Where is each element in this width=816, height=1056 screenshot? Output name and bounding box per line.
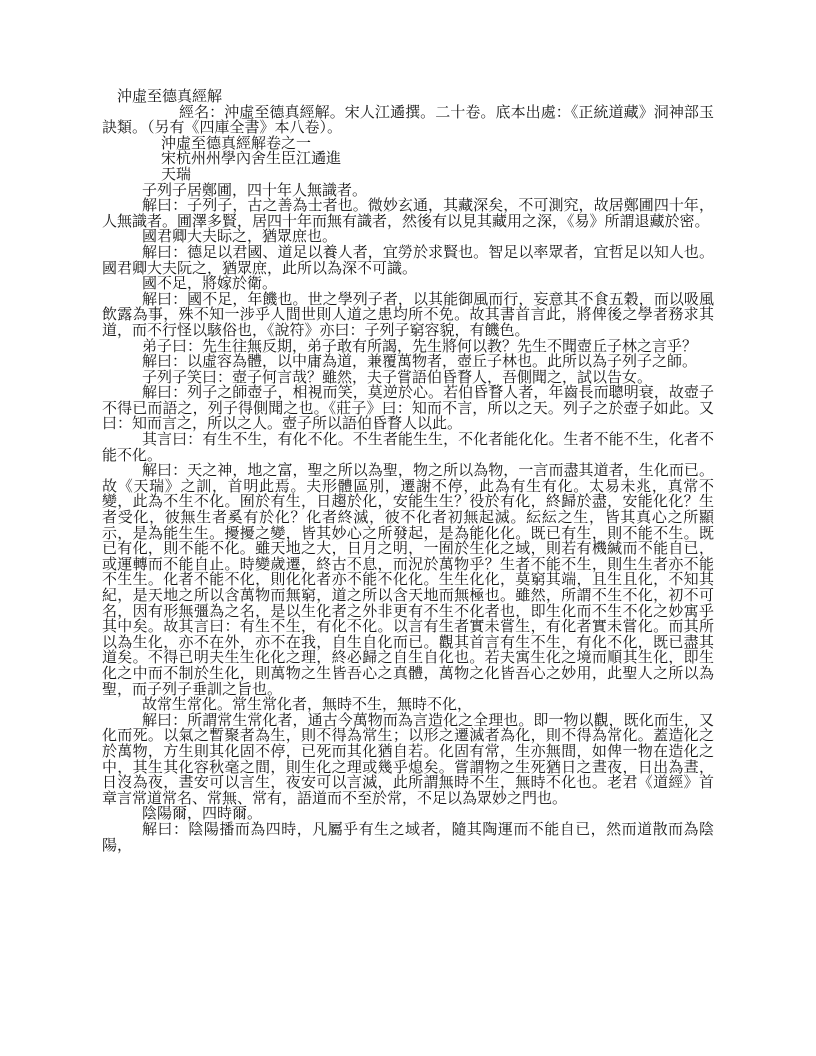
paragraph: 經名：沖虛至德真經解。宋人江遹撰。二十卷。底本出處：《正統道藏》洞神部玉訣類。（另有《四庫全書》本八卷）。 — [102, 104, 714, 137]
paragraph: 子列子居鄭圃，四十年人無識者。 — [142, 182, 368, 199]
text-body — [102, 90, 714, 854]
paragraph: 解曰：列子之師壺子，相視而笑，莫逆於心。若伯昏瞀人者，年齒長而聰明衰，故壺子不得已而語之，列子得側聞之也。《莊子》曰：知而不言，所以之天。列子之於壺子如此。又曰：知而言之，所以之人。壺子所以語伯昏瞀人以此。 — [102, 385, 714, 433]
paragraph: 子列子笑曰：壺子何言哉？雖然，夫子嘗語伯昏瞀人，吾側聞之，試以告女。 — [142, 369, 653, 386]
paragraph: 解曰：天之神，地之富，聖之所以為聖，物之所以為物，一言而盡其道者，生化而已。故《天瑞》之訓，首明此焉。夫形體區別，遷謝不停，此為有生有化。太易未兆，真常不變，此為不生不化。囿於有生，日趨於化，安能生生？役於有化，終歸於盡，安能化化？生者受化，彼無生者奚有於化？化者終滅，彼不化者初無起滅。紜紜之生，皆其真心之所顯示，是為能生生。擾擾之變，皆其妙心之所發起，是為能化化。既已有生，則不能不生。既已有化，則不能不化。雖天地之大，日月之明，一囿於生化之域，則若有機緘而不能自已，或運轉而不能自止。時變歲遷，終古不息，而況於萬物乎？生者不能不生，則生生者亦不能不生生。化者不能不化，則化化者亦不能不化化。生生化化，莫窮其端，且生且化，不知其紀，是天地之所以含萬物而無窮，道之所以含天地而無極也。雖然，所謂不生不化，初不可名，因有形無彊為之名，是以生化者之外非更有不生不化者也，即生化而不生不化之妙寓乎其中矣。故其言曰：有生不生，有化不化。以言有生者實未嘗生，有化者實未嘗化。而其所以為生化，亦不在外，亦不在我，自生自化而已。觀其首言有生不生，有化不化，既已盡其道矣。不得已明夫生生化化之理，終必歸之自生自化也。若夫寓生化之境而順其生化，即生化之中而不制於生化，則萬物之生皆吾心之真體，萬物之化皆吾心之妙用，此聖人之所以為聖，而子列子垂訓之旨也。 — [102, 463, 714, 698]
paragraph: 解曰：以虛容為體，以中庸為道，兼覆萬物者，壺丘子林也。此所以為子列子之師。 — [142, 354, 698, 371]
paragraph: 解曰：所謂常生常化者，通古今萬物而為言造化之全理也。即一物以觀，既化而生，又化而死。以氣之暫聚者為生，則不得為常生；以形之遷滅者為化，則不得為常化。蓋造化之於萬物，方生則其化固不停，已死而其化猶自若。化固有常，生亦無間，如俾一物在造化之中，其生其化容秋毫之間，則生化之理或幾乎熄矣。嘗謂物之生死猶日之晝夜，日出為晝，日沒為夜，晝安可以言生，夜安可以言滅，此所謂無時不生，無時不化也。老君《道經》首章言常道常名、常無、常有，語道而不至於常，不足以為眾妙之門也。 — [102, 712, 714, 807]
paragraph: 弟子曰：先生往無反期，弟子敢有所謁，先生將何以教？先生不聞壺丘子林之言乎？ — [142, 338, 698, 355]
paragraph: 解曰：子列子，古之善為士者也。微妙玄通，其藏深矣，不可測究，故居鄭圃四十年，人無識者。圃澤多賢，居四十年而無有識者，然後有以見其藏用之深，《易》所謂退藏於密。 — [102, 198, 714, 230]
paragraph: 天瑞 — [161, 166, 192, 183]
paragraph: 解曰：陰陽播而為四時，凡屬乎有生之域者，隨其陶運而不能自已，然而道散而為陰陽， — [102, 821, 714, 854]
paragraph: 國君卿大夫眎之，猶眾庶也。 — [142, 229, 338, 246]
paragraph: 陰陽爾，四時爾。 — [142, 806, 263, 823]
paragraph: 解曰：德足以君國、道足以養人者，宜勞於求賢也。智足以率眾者，宜哲足以知人也。國君卿大夫阮之，猶眾庶，此所以為深不可識。 — [102, 244, 714, 277]
paragraph: 沖虛至德真經解卷之一 — [161, 135, 312, 152]
document-title: 沖虛至德真經解 — [117, 89, 223, 105]
paragraph: 宋杭州州學內舍生臣江遹進 — [161, 151, 342, 168]
paragraph: 國不足，將嫁於衛。 — [142, 276, 278, 293]
paragraph: 其言曰：有生不生，有化不化。不生者能生生，不化者能化化。生者不能不生，化者不能不化。 — [102, 432, 714, 464]
paragraph: 解曰：國不足，年饑也。世之學列子者，以其能御風而行，妄意其不食五穀，而以吸風飲露為事，殊不知一涉乎人間世則人道之患均所不免。故其書首言此，將俾後之學者務求其道，而不行怪以駭俗也，《說符》亦曰：子列子窮容貌，有饑色。 — [102, 291, 714, 339]
paragraph: 故常生常化。常生常化者，無時不生，無時不化， — [142, 697, 473, 714]
